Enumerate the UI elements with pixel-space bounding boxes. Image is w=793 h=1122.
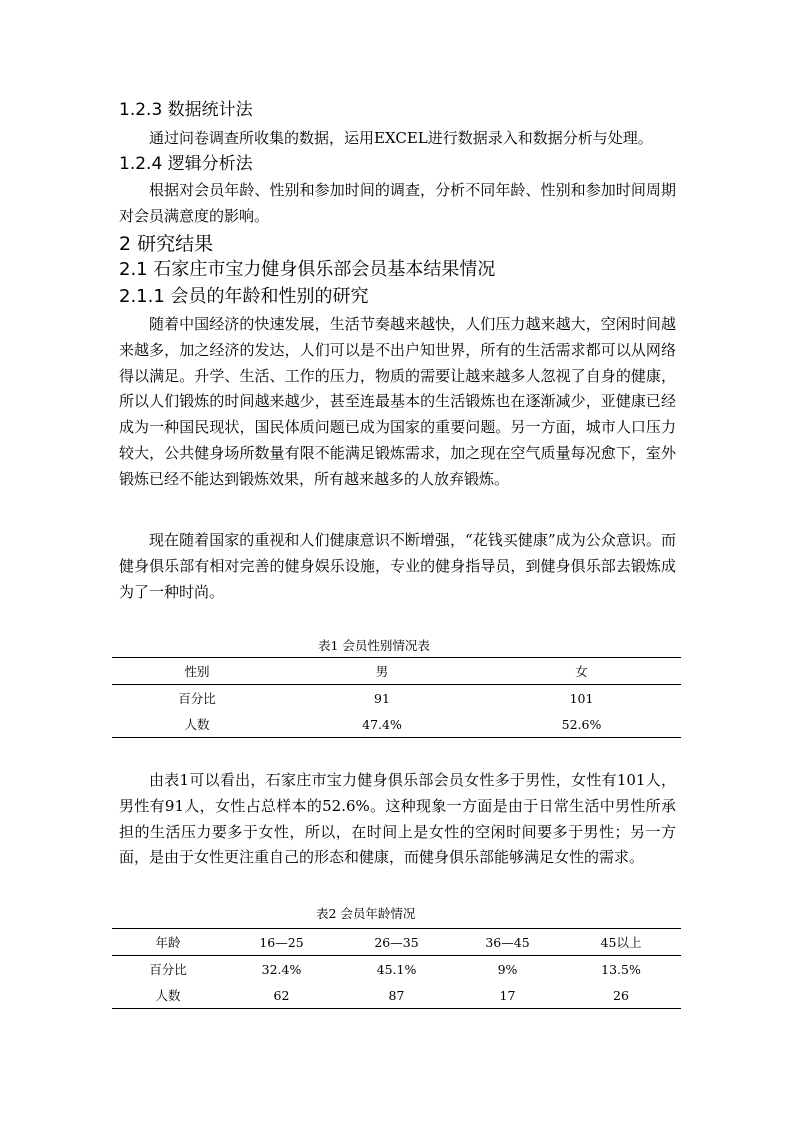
table-header-cell: 年龄	[112, 929, 224, 956]
table2-caption: 表2 会员年龄情况	[316, 906, 416, 921]
table-cell: 人数	[112, 711, 282, 738]
section-text-1-2-3: 通过问卷调查所收集的数据，运用EXCEL进行数据录入和数据分析与处理。	[149, 129, 653, 147]
table-cell: 百分比	[178, 691, 216, 706]
table-header-cell: 16—25	[224, 929, 339, 956]
table-header-cell: 26—35	[339, 929, 454, 956]
table-header-cell: 45以上	[561, 929, 681, 956]
table-cell: 47.4%	[282, 711, 482, 738]
table-cell: 45.1%	[376, 961, 417, 977]
section-heading-1-2-3: 1.2.3 数据统计法	[119, 100, 253, 120]
table-cell: 17	[454, 982, 561, 1009]
table-cell: 13.5%	[601, 961, 641, 977]
table-cell: 101	[569, 690, 594, 706]
age-table	[112, 928, 681, 1009]
body-paragraph-1: 随着中国经济的快速发展，生活节奏越来越快，人们压力越来越大，空闲时间越来越多，加之经济的发达，人们可以是不出户知世界，所有的生活需求都可以从网络得以满足。升学、生活、工作的压力，物质的需要让越来越多人忽视了自身的健康，所以人们锻炼的时间越来越少，甚至连最基本的生活锻炼也在逐渐减少，亚健康已经成为一种国民现状，国民体质问题已成为国家的重要问题。另一方面，城市人口压力较大，公共健身场所数量有限不能满足锻炼需求，加之现在空气质量每况愈下，室外锻炼已经不能达到锻炼效果，所有越来越多的人放弃锻炼。	[119, 315, 676, 488]
table-header-row	[112, 929, 681, 956]
table-row	[112, 711, 681, 738]
table1-caption: 表1 会员性别情况表	[318, 638, 430, 653]
table-row	[112, 685, 681, 712]
analysis-paragraph: 由表1可以看出，石家庄市宝力健身俱乐部会员女性多于男性，女性有101人，男性有91人，女性占总样本的52.6%。这种现象一方面是由于日常生活中男性所承担的生活压力要多于女性，所以，在时间上是女性的空闲时间要多于男性；另一方面，是由于女性更注重自己的形态和健康，而健身俱乐部能够满足女性的需求。	[119, 771, 676, 867]
table-cell: 52.6%	[482, 711, 681, 738]
table-header-row	[112, 658, 681, 685]
table-header-cell: 性别	[112, 658, 282, 685]
table-cell: 32.4%	[261, 961, 302, 977]
section-heading-2-1-1: 2.1.1 会员的年龄和性别的研究	[119, 286, 369, 307]
table-cell: 百分比	[149, 962, 187, 977]
table-header-cell: 男	[282, 658, 482, 685]
table-cell: 26	[561, 982, 681, 1009]
section-text-1-2-4: 根据对会员年龄、性别和参加时间的调查，分析不同年龄、性别和参加时间周期对会员满意度的影响。	[119, 181, 676, 225]
section-heading-1-2-4: 1.2.4 逻辑分析法	[119, 154, 253, 174]
table-header-cell: 36—45	[454, 929, 561, 956]
table-row	[112, 956, 681, 983]
table-cell: 人数	[112, 982, 224, 1009]
section-heading-2: 2 研究结果	[119, 233, 214, 255]
section-heading-2-1: 2.1 石家庄市宝力健身俱乐部会员基本结果情况	[119, 259, 496, 280]
table-row	[112, 982, 681, 1009]
table-cell: 91	[374, 690, 390, 706]
table-cell: 9%	[497, 961, 518, 977]
table-cell: 87	[339, 982, 454, 1009]
body-paragraph-2: 现在随着国家的重视和人们健康意识不断增强，“花钱买健康”成为公众意识。而健身俱乐部有相对完善的健身娱乐设施，专业的健身指导员，到健身俱乐部去锻炼成为了一种时尚。	[119, 531, 676, 601]
gender-table	[112, 657, 681, 738]
table-cell: 62	[224, 982, 339, 1009]
table-header-cell: 女	[482, 658, 681, 685]
